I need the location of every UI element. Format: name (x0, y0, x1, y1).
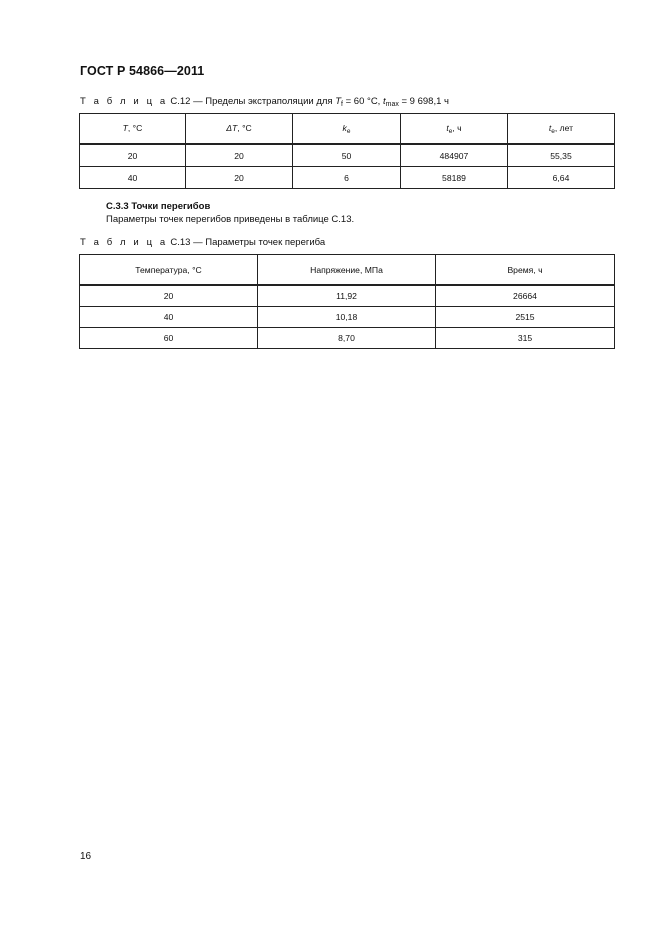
table-cell: 11,92 (258, 285, 436, 307)
table-row (80, 328, 615, 349)
column-header: Напряжение, МПа (258, 255, 436, 286)
caption-t-sub: f (341, 101, 343, 108)
table-header-row (80, 114, 615, 145)
table-cell: 50 (293, 144, 401, 167)
table-cell: 40 (80, 167, 186, 189)
header-sub: e (448, 127, 453, 135)
table-cell: 484907 (401, 144, 508, 167)
table-c13 (79, 254, 615, 349)
header-unit: , °C (237, 122, 252, 133)
table-cell: 60 (80, 328, 258, 349)
table-header-row (80, 255, 615, 286)
caption-tmax-symbol: t (382, 96, 386, 107)
table-row (80, 144, 615, 167)
caption-word: Т а б л и ц а (80, 96, 168, 107)
table-cell: 55,35 (508, 144, 615, 167)
caption-t-symbol: T (335, 96, 342, 107)
table-cell: 20 (186, 167, 293, 189)
table-cell: 20 (186, 144, 293, 167)
table-row (80, 307, 615, 328)
column-header (508, 114, 615, 145)
table-cell: 10,18 (258, 307, 436, 328)
column-header (186, 114, 293, 145)
header-unit: , ч (452, 122, 462, 133)
caption-tmax-sub: max (385, 101, 399, 108)
section-text: Параметры точек перегибов приведены в таблице С.13. (106, 214, 355, 225)
header-unit: , °C (127, 122, 143, 133)
table-cell: 2515 (436, 307, 615, 328)
table-row (80, 285, 615, 307)
table-cell: 315 (436, 328, 615, 349)
table-cell: 26664 (436, 285, 615, 307)
caption-text: — Пределы экстраполяции для (193, 96, 333, 107)
caption-tmax-value: = 9 698,1 ч (401, 96, 449, 107)
table-cell: 58189 (401, 167, 508, 189)
caption-number: С.12 (170, 96, 191, 107)
table-cell: 8,70 (258, 328, 436, 349)
table-cell: 40 (80, 307, 258, 328)
column-header (401, 114, 508, 145)
header-symbol: T (122, 122, 128, 133)
header-symbol: ΔT (226, 122, 238, 133)
column-header (80, 114, 186, 145)
header-symbol: t (548, 122, 552, 133)
caption-text: — Параметры точек перегиба (193, 237, 326, 248)
header-unit: , лет (554, 122, 574, 133)
header-sub: e (346, 127, 351, 135)
table-c12 (79, 113, 615, 189)
section-title: С.3.3 Точки перегибов (106, 201, 211, 212)
caption-word: Т а б л и ц а (80, 237, 168, 248)
document-header: ГОСТ Р 54866—2011 (80, 64, 205, 78)
table-cell: 6 (293, 167, 401, 189)
table-row (80, 167, 615, 189)
page-number: 16 (80, 851, 92, 862)
caption-number: С.13 (170, 237, 191, 248)
column-header: Время, ч (436, 255, 615, 286)
header-sub: e (551, 127, 555, 135)
table-cell: 20 (80, 285, 258, 307)
header-symbol: t (446, 122, 449, 133)
header-symbol: k (342, 122, 347, 133)
table-c13-caption (80, 237, 325, 248)
table-cell: 20 (80, 144, 186, 167)
caption-t-value: = 60 °C, (345, 96, 381, 107)
table-cell: 6,64 (508, 167, 615, 189)
column-header (293, 114, 401, 145)
table-c12-caption (80, 96, 449, 108)
column-header: Температура, °С (80, 255, 258, 286)
